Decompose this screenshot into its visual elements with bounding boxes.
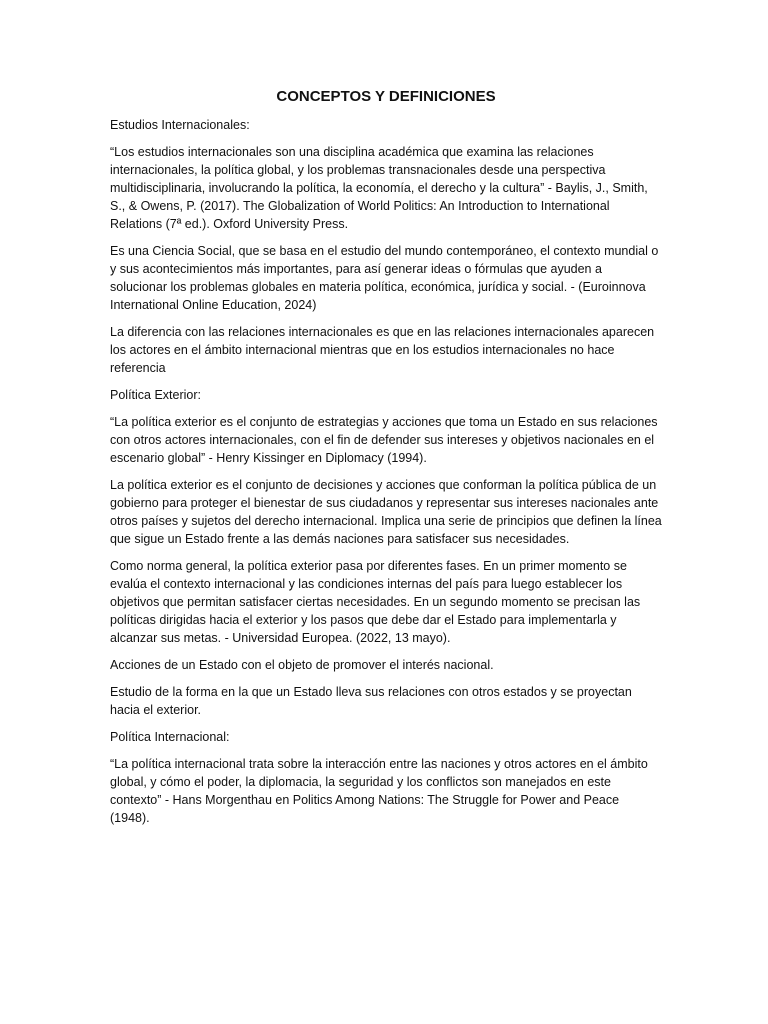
paragraph-politica-exterior-definicion: La política exterior es el conjunto de decisiones y acciones que conforman la política pública de un gobierno para proteger el bienestar de sus ciudadanos y representar sus intereses nacionales ante otros países y sujetos del derecho internacional. Implica una serie de principios que definen la línea que sigue un Estado frente a las demás naciones para satisfacer sus necesidades. <box>110 478 662 546</box>
document-body <box>110 86 662 836</box>
paragraph-acciones-estado: Acciones de un Estado con el objeto de promover el interés nacional. <box>110 658 494 672</box>
paragraph-fases: Como norma general, la política exterior pasa por diferentes fases. En un primer momento se evalúa el contexto internacional y las condiciones internas del país para luego establecer los objetivos que permitan satisfacer ciertas necesidades. En un segundo momento se precisan las políticas dirigidas hacia el exterior y los pasos que debe dar el Estado para implementarla y alcanzar sus metas. - Universidad Europea. (2022, 13 mayo). <box>110 559 641 645</box>
paragraph-quote-baylis: “Los estudios internacionales son una disciplina académica que examina las relaciones internacionales, la política global, y los problemas transnacionales desde una perspectiva multidisciplinaria, involucrando la política, la economía, el derecho y la cultura” - Baylis, J., Smith, S., & Owens, P. (2017). The Globalization of World Politics: An Introduction to International Relations (7ª ed.). Oxford University Press. <box>110 145 648 231</box>
section-heading-politica-internacional: Política Internacional: <box>110 730 230 744</box>
paragraph-ciencia-social: Es una Ciencia Social, que se basa en el estudio del mundo contemporáneo, el contexto mundial o y sus acontecimientos más importantes, para así generar ideas o fórmulas que ayuden a solucionar los problemas globales en materia política, económica, jurídica y social. - (Euroinnova International Online Education, 2024) <box>110 244 659 312</box>
section-heading-politica-exterior: Política Exterior: <box>110 388 202 402</box>
document-title: CONCEPTOS Y DEFINICIONES <box>276 88 496 105</box>
paragraph-quote-kissinger: “La política exterior es el conjunto de estrategias y acciones que toma un Estado en sus relaciones con otros actores internacionales, con el fin de defender sus intereses y objetivos nacionales en el escenario global” - Henry Kissinger en Diplomacy (1994). <box>110 415 658 465</box>
paragraph-quote-morgenthau: “La política internacional trata sobre la interacción entre las naciones y otros actores en el ámbito global, y cómo el poder, la diplomacia, la seguridad y los conflictos son manejados en este contexto” - Hans Morgenthau en Politics Among Nations: The Struggle for Power and Peace (1948). <box>110 757 648 825</box>
paragraph-estudio-forma: Estudio de la forma en la que un Estado lleva sus relaciones con otros estados y se proyectan hacia el exterior. <box>110 685 632 717</box>
paragraph-diferencia: La diferencia con las relaciones internacionales es que en las relaciones internacionales aparecen los actores en el ámbito internacional mientras que en los estudios internacionales no hace referencia <box>110 325 655 375</box>
section-heading-estudios-internacionales: Estudios Internacionales: <box>110 118 250 132</box>
